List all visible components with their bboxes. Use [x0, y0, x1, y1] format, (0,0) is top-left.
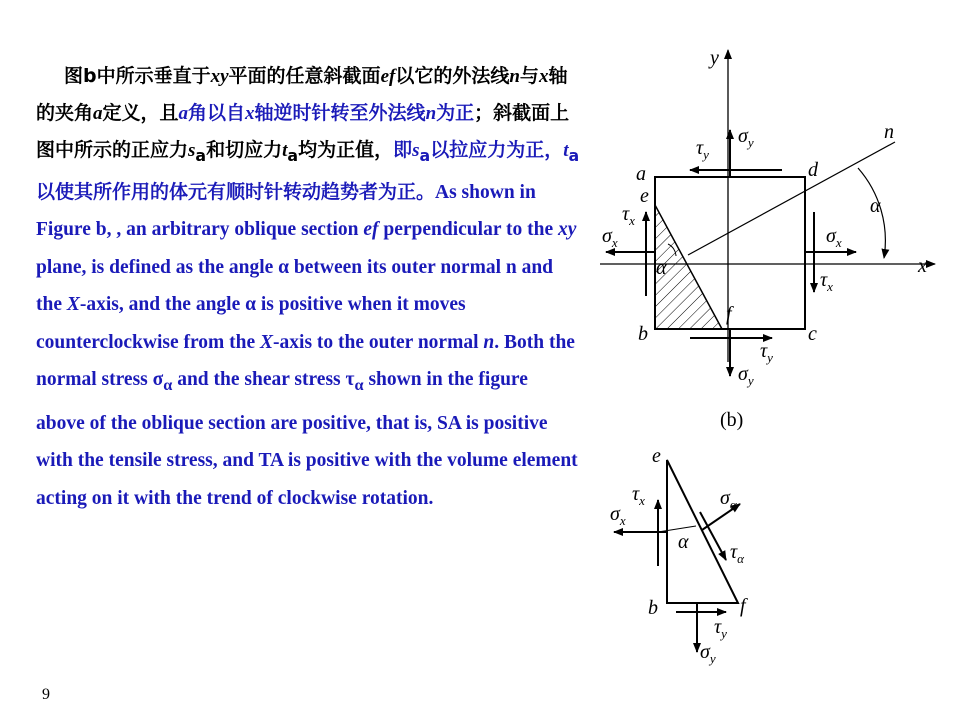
- cn-seg: xy: [210, 66, 229, 87]
- en-seg: shown in the figure above of the oblique section are positive, that is, SA is positive with the tensile stress, and TA is positive with the volume element acting on it with the trend of clockwise rotation.: [36, 369, 578, 509]
- figure-b-caption: (b): [720, 409, 744, 431]
- cn-seg: 以它的外法线: [395, 65, 510, 87]
- en-seg: X: [66, 294, 80, 316]
- point-f: f: [726, 303, 732, 325]
- en-seg: As shown in Figure b, , an arbitrary oblique section: [36, 181, 536, 241]
- cn-seg: 角以自: [188, 102, 246, 124]
- cn-seg: x: [538, 66, 549, 87]
- en-seg: between its outer normal n and the: [36, 256, 554, 316]
- cn-seg: a: [93, 103, 103, 124]
- cn-seg: 轴逆时针转至外法线: [254, 102, 426, 124]
- x-axis-label: x: [918, 255, 927, 277]
- normal-label: n: [884, 121, 894, 143]
- tri-tau-alpha-label: $\tau_\alpha$: [730, 541, 744, 566]
- tri-tau-x-label: $\tau_x$: [632, 483, 645, 508]
- tau-x-left-label: $\tau_x$: [622, 203, 635, 228]
- cn-seg: s: [412, 140, 420, 161]
- cn-seg: 平面的任意斜截面: [228, 65, 381, 87]
- normal-n: [688, 142, 895, 255]
- tau-y-bottom-label: $\tau_y$: [760, 340, 773, 365]
- cn-seg: a: [178, 103, 189, 124]
- cn-seg: n: [509, 66, 520, 87]
- en-seg: and the shear stress τ: [172, 369, 355, 391]
- en-seg: perpendicular to the: [378, 219, 558, 241]
- sigma-y-top-label: $\sigma_y$: [738, 125, 754, 150]
- cn-seg: 即: [393, 139, 413, 161]
- sigma-y-bottom-label: $\sigma_y$: [738, 363, 754, 388]
- tri-sigma-y-label: $\sigma_y$: [700, 641, 716, 666]
- inner-angle-label: α: [656, 257, 667, 279]
- cn-seg: s: [188, 140, 196, 161]
- en-seg: α: [245, 294, 257, 316]
- cn-seg: ；斜截面上图中所示的正应力: [36, 102, 570, 161]
- cn-seg: a: [195, 145, 207, 165]
- tri-sigma-alpha-label: $\sigma_\alpha$: [720, 487, 737, 512]
- cn-seg: 以拉应力为正，: [430, 139, 564, 161]
- cn-seg: 与: [519, 65, 539, 87]
- page-number: 9: [42, 686, 50, 703]
- sigma-x-left-label: $\sigma_x$: [602, 225, 618, 250]
- en-seg: α: [354, 376, 364, 395]
- cn-seg: 图b中所示垂直于: [64, 65, 211, 87]
- tri-tau-y-label: $\tau_y$: [714, 616, 727, 641]
- point-e: e: [640, 185, 649, 207]
- triangle-point-e: e: [652, 445, 661, 467]
- tri-sigma-x-label: $\sigma_x$: [610, 503, 626, 528]
- tau-y-top-label: $\tau_y$: [696, 137, 709, 162]
- cn-seg: t: [282, 140, 288, 161]
- en-seg: α: [163, 376, 173, 395]
- cn-seg: a: [419, 145, 431, 165]
- corner-c: c: [808, 323, 817, 345]
- tri-alpha-label: α: [678, 531, 689, 553]
- cn-seg: 轴的夹角: [36, 65, 568, 124]
- sigma-x-right-label: $\sigma_x$: [826, 225, 842, 250]
- figure-c: [610, 445, 748, 666]
- triangle-point-f: f: [740, 595, 746, 617]
- cn-seg: 均为正值，: [298, 139, 394, 161]
- y-axis-label: y: [710, 47, 719, 69]
- en-seg: plane, is defined as the angle: [36, 256, 279, 278]
- cn-seg: a: [287, 145, 299, 165]
- figure-b: [600, 47, 935, 431]
- cn-seg: t: [563, 140, 569, 161]
- en-seg: is positive when it moves counterclockwise from the: [36, 294, 466, 353]
- en-seg: n: [483, 331, 495, 353]
- tri-normal-line: [658, 526, 696, 532]
- angle-label: α: [870, 195, 881, 217]
- cn-seg: 和切应力: [206, 139, 283, 161]
- cn-seg: 以使其所作用的体元有顺时针转动趋势者为正。: [36, 180, 436, 203]
- en-seg: -axis to the outer normal: [273, 331, 484, 353]
- en-seg: . Both the normal stress σ: [36, 331, 575, 391]
- en-seg: xy: [558, 219, 577, 241]
- cn-seg: ef: [380, 66, 396, 87]
- en-seg: -axis, and the angle: [79, 294, 246, 316]
- corner-b: b: [638, 323, 648, 345]
- cn-seg: 定义，且: [102, 102, 179, 124]
- triangle-point-b: b: [648, 597, 658, 619]
- corner-d: d: [808, 159, 818, 181]
- en-seg: X: [260, 331, 274, 353]
- cn-seg: x: [245, 103, 255, 124]
- en-seg: α: [278, 256, 290, 278]
- tau-x-right-label: $\tau_x$: [820, 269, 833, 294]
- en-seg: ef: [363, 219, 379, 241]
- corner-a: a: [636, 163, 646, 185]
- cn-seg: 为正: [436, 102, 475, 124]
- cn-seg: a: [568, 145, 580, 165]
- cn-seg: n: [425, 103, 437, 124]
